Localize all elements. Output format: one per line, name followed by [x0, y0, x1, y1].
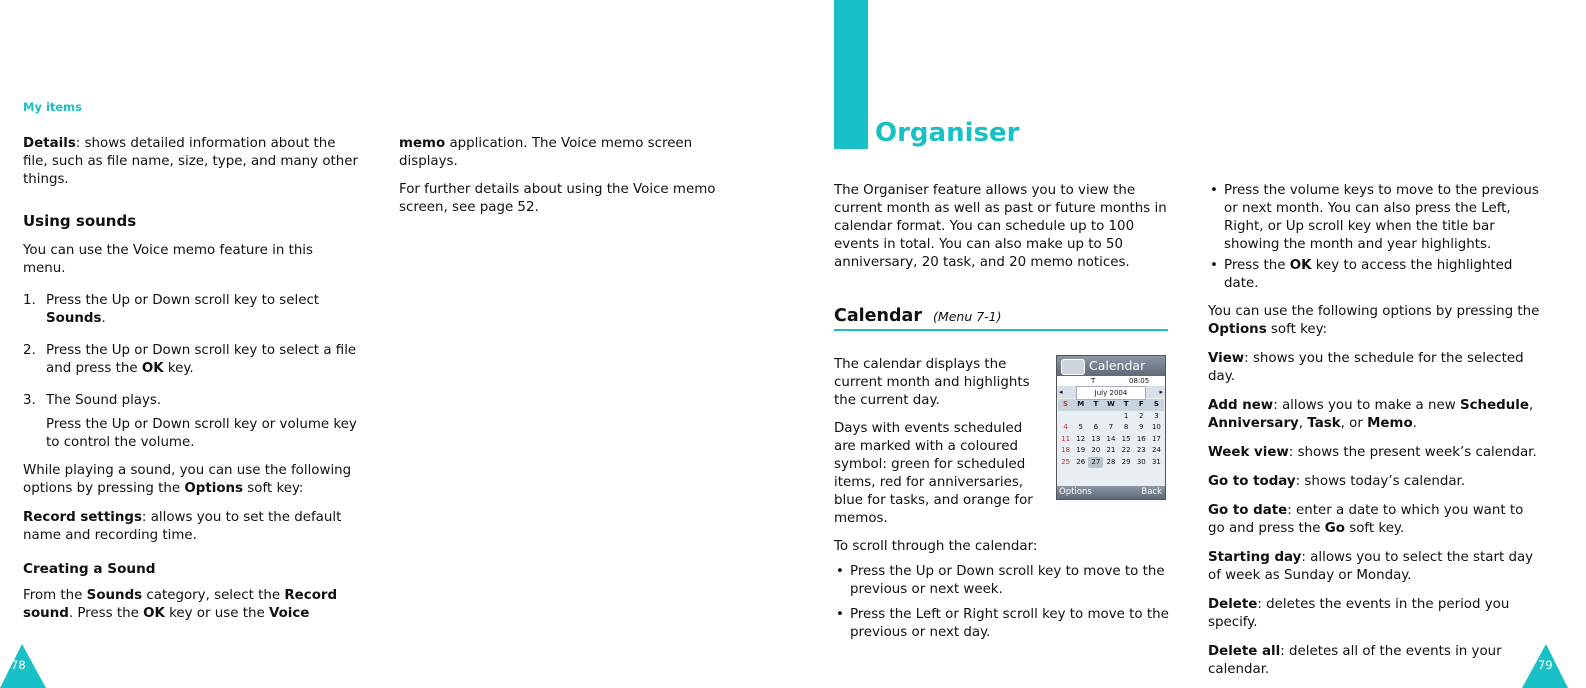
delete-option [1208, 596, 1544, 632]
calendar-day[interactable]: 10 [1151, 423, 1161, 431]
bold: Sounds [86, 588, 143, 603]
record-settings-paragraph [23, 509, 358, 545]
scroll-intro: To scroll through the calendar: [834, 539, 1038, 554]
calendar-day[interactable]: 15 [1121, 434, 1131, 443]
calendar-day[interactable]: 9 [1139, 423, 1144, 431]
softkey-options: Options [1059, 487, 1092, 497]
details-text: : shows detailed information about the file, such as file name, size, type, and many other things. [23, 136, 358, 187]
bullet-item: • Press the volume keys to move to the previous or next month. You can also press the Left, Right, or Up scroll key when the title bar showing the month and year highlights. [1210, 183, 1539, 252]
step-text: The Sound plays. [46, 393, 162, 408]
creating-heading: Creating a Sound [23, 561, 156, 577]
calendar-day[interactable]: 14 [1106, 434, 1116, 443]
calendar-day[interactable]: 25 [1061, 457, 1071, 466]
bold: Go [1324, 521, 1345, 536]
calendar-day[interactable]: 11 [1061, 434, 1071, 443]
voice-memo-paragraph [399, 135, 729, 171]
calendar-day[interactable]: 2 [1139, 411, 1144, 420]
calendar-day[interactable]: 5 [1078, 423, 1083, 431]
calendar-day[interactable]: 24 [1151, 446, 1161, 454]
step-end: . [101, 311, 106, 326]
step-3 [23, 392, 358, 410]
term: Week view [1208, 445, 1289, 460]
term: Delete all [1208, 644, 1281, 659]
calendar-day[interactable] [1058, 411, 1073, 423]
view-option [1208, 350, 1544, 386]
status-time: 08:05 [1129, 377, 1150, 385]
page-number-left: 78 [11, 658, 26, 672]
bold: Anniversary [1208, 416, 1299, 431]
weekday-label: T [1119, 399, 1134, 411]
weekday-label: M [1073, 399, 1088, 411]
left-column-2 [399, 135, 729, 217]
text: soft key. [1345, 521, 1405, 536]
status-indicator: T [1091, 377, 1096, 385]
options-paragraph [1208, 303, 1544, 339]
delete-all-option [1208, 643, 1544, 679]
calendar-day[interactable]: 16 [1136, 434, 1146, 443]
calendar-day[interactable]: 6 [1093, 423, 1099, 431]
text: key or use the [164, 606, 269, 621]
text: You can use the following options by pressing the [1208, 304, 1540, 319]
calendar-day[interactable]: 28 [1106, 457, 1116, 466]
calendar-day[interactable]: 20 [1091, 446, 1101, 454]
bold: OK [1289, 258, 1312, 273]
record-text: : allows you to set the default name and recording time. [23, 510, 342, 543]
text: : allows you to select the start day of week as Sunday or Monday. [1208, 550, 1534, 583]
bold: Schedule [1459, 398, 1529, 413]
calendar-paragraph-1: The calendar displays the current month and highlights the current day. [834, 357, 1030, 408]
weekday-label: F [1134, 399, 1149, 411]
calendar-day[interactable]: 26 [1076, 457, 1086, 466]
text: : allows you to make a new [1273, 398, 1460, 413]
term: Starting day [1208, 550, 1302, 565]
playing-text-end: soft key: [243, 481, 304, 496]
using-sounds-heading: Using sounds [23, 212, 137, 230]
bold: Record sound [23, 588, 338, 621]
phone-day-grid [1057, 398, 1165, 468]
calendar-day[interactable]: 27 [1088, 457, 1103, 469]
bullet-text: Press the Up or Down scroll key to move to the previous or next week. [850, 564, 1165, 597]
text: : deletes all of the events in your calendar. [1208, 644, 1502, 677]
step-bold: Sounds [46, 311, 102, 326]
phone-status-bar [1057, 376, 1165, 386]
step-number: 1. [23, 293, 36, 308]
calendar-day[interactable]: 7 [1108, 423, 1114, 431]
go-to-today-option [1208, 473, 1544, 491]
bullet-item: • Press the Left or Right scroll key to move to the previous or next day. [836, 607, 1169, 640]
calendar-day[interactable] [1103, 411, 1118, 423]
bullet-text: Press the volume keys to move to the previous or next month. You can also press the Left, Right, or Up scroll key when the title bar showing the month and year highlights. [1224, 183, 1539, 252]
details-term: Details [23, 136, 76, 151]
text: category, select the [142, 588, 285, 603]
phone-softkeys [1057, 486, 1165, 499]
further-details-paragraph: For further details about using the Voice memo screen, see page 52. [399, 182, 716, 215]
step-number: 2. [23, 343, 36, 358]
playing-paragraph [23, 462, 358, 498]
text: : deletes the events in the period you specify. [1208, 597, 1510, 630]
prev-month-icon: ◂ [1059, 388, 1063, 396]
text: : shows you the schedule for the selected day. [1208, 351, 1524, 384]
go-to-date-option [1208, 502, 1544, 538]
calendar-heading [834, 306, 1168, 331]
term: Add new [1208, 398, 1274, 413]
text: : enter a date to which you want to go and press the [1208, 503, 1524, 536]
bold: memo [399, 136, 446, 151]
calendar-day[interactable]: 31 [1151, 457, 1161, 466]
calendar-day[interactable]: 29 [1121, 457, 1131, 466]
text: , [1528, 398, 1534, 413]
calendar-day[interactable]: 3 [1154, 411, 1159, 420]
step-end: key. [163, 361, 194, 376]
calendar-day[interactable] [1088, 411, 1103, 423]
text: soft key: [1266, 322, 1328, 337]
step-3-sub: Press the Up or Down scroll key or volume key to control the volume. [46, 417, 357, 450]
calendar-day[interactable]: 12 [1076, 434, 1086, 443]
calendar-day[interactable]: 21 [1106, 446, 1116, 454]
next-month-icon: ▸ [1159, 388, 1163, 396]
add-new-option [1208, 397, 1544, 433]
calendar-day[interactable]: 13 [1091, 434, 1101, 443]
calendar-day[interactable]: 18 [1061, 446, 1071, 454]
calendar-day[interactable]: 17 [1151, 434, 1161, 443]
calendar-heading-text: Calendar [834, 306, 922, 326]
bullet-text: Press the Left or Right scroll key to move to the previous or next day. [850, 607, 1169, 640]
bullet-item: • Press the Up or Down scroll key to move to the previous or next week. [836, 564, 1165, 597]
weekday-label: S [1058, 399, 1073, 411]
section-label: My items [23, 100, 83, 114]
text: Press the [1224, 258, 1290, 273]
starting-day-option [1208, 549, 1544, 585]
phone-title: Calendar [1089, 358, 1146, 373]
bold: Task [1307, 416, 1341, 431]
week-view-option [1208, 444, 1544, 462]
right-column-2 [1208, 182, 1544, 679]
term: Go to today [1208, 474, 1296, 489]
phone-title-bar [1057, 356, 1165, 376]
calendar-day[interactable]: 19 [1076, 446, 1086, 454]
calendar-day[interactable]: 22 [1121, 446, 1131, 454]
text: , [1298, 416, 1308, 431]
bold: Options [1208, 322, 1267, 337]
text: : shows the present week’s calendar. [1288, 445, 1537, 460]
text: , or [1340, 416, 1368, 431]
bold: Voice [268, 606, 310, 621]
calendar-icon [1061, 359, 1085, 375]
text: . [1412, 416, 1417, 431]
softkey-back: Back [1141, 487, 1162, 497]
creating-paragraph [23, 587, 358, 623]
bold: OK [143, 606, 165, 621]
bullet-item: • Press the OK key to access the highlighted date. [1210, 258, 1513, 291]
calendar-day[interactable]: 23 [1136, 446, 1146, 454]
text: application. The Voice memo screen displays. [399, 136, 693, 169]
phone-month-bar [1057, 386, 1165, 398]
title-bar-accent [834, 0, 868, 149]
step-bold: OK [141, 361, 164, 376]
phone-month: July 2004 [1076, 386, 1147, 400]
weekday-label: T [1088, 399, 1103, 411]
calendar-day[interactable]: 30 [1136, 457, 1146, 466]
menu-number: (Menu 7-1) [933, 309, 1002, 324]
record-term: Record settings [23, 510, 142, 525]
term: Go to date [1208, 503, 1288, 518]
text: . Press the [68, 606, 144, 621]
bold: Memo [1367, 416, 1413, 431]
left-column-1 [23, 135, 358, 623]
playing-bold: Options [184, 481, 244, 496]
calendar-day[interactable]: 1 [1123, 411, 1129, 420]
phone-calendar-screenshot [1056, 355, 1166, 500]
term: Delete [1208, 597, 1258, 612]
using-sounds-intro: You can use the Voice memo feature in this menu. [23, 243, 314, 276]
text: key to access the highlighted date. [1224, 258, 1513, 291]
page-number-right: 79 [1538, 658, 1553, 672]
playing-text: While playing a sound, you can use the following options by pressing the [23, 463, 352, 496]
weekday-label: W [1103, 399, 1118, 411]
text: From the [23, 588, 87, 603]
calendar-day[interactable]: 8 [1123, 423, 1129, 431]
calendar-paragraph-2: Days with events scheduled are marked with a coloured symbol: green for scheduled items, red for anniversaries, blue for tasks, and orange for memos. [834, 421, 1033, 526]
text: : shows today’s calendar. [1295, 474, 1466, 489]
step-1 [23, 292, 358, 328]
step-2 [23, 342, 358, 378]
step-text: Press the Up or Down scroll key to select a file and press the [46, 343, 357, 376]
calendar-day[interactable] [1073, 411, 1088, 423]
page-title: Organiser [875, 118, 1020, 148]
step-number: 3. [23, 393, 36, 408]
intro-paragraph: The Organiser feature allows you to view the current month as well as past or future months in calendar format. You can schedule up to 100 events in total. You can also make up to 50 anniversary, 20 task, and 20 memo notices. [834, 183, 1167, 270]
details-paragraph [23, 135, 358, 189]
weekday-label: S [1149, 399, 1164, 411]
term: View [1208, 351, 1245, 366]
step-text: Press the Up or Down scroll key to select [46, 293, 320, 308]
calendar-day[interactable]: 4 [1063, 423, 1068, 431]
